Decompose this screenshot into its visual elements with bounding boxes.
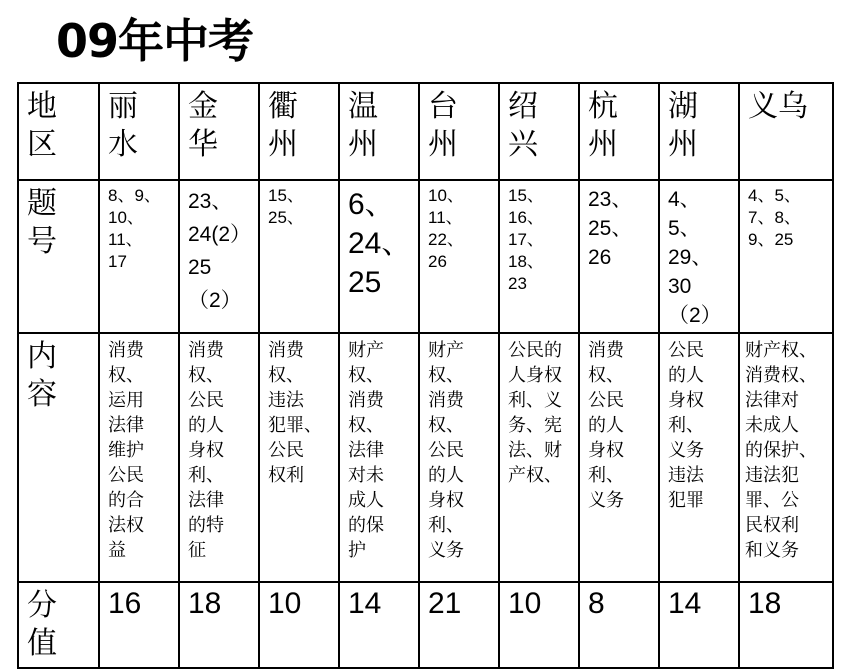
question-cell: 15、 25、 xyxy=(259,180,339,333)
question-cell: 4、5、 7、8、 9、25 xyxy=(739,180,833,333)
content-cell: 公民 的人 身权 利、 义务 违法 犯罪 xyxy=(659,333,739,582)
row-label-region: 地 区 xyxy=(18,83,99,180)
question-cell: 4、5、 29、 30 （2） xyxy=(659,180,739,333)
score-cell: 8 xyxy=(579,582,659,668)
score-cell: 14 xyxy=(339,582,419,668)
content-cell: 消费 权、 运用 法律 维护 公民 的合 法权 益 xyxy=(99,333,179,582)
score-cell: 10 xyxy=(259,582,339,668)
content-cell: 消费 权、 公民 的人 身权 利、 法律 的特 征 xyxy=(179,333,259,582)
score-cell: 18 xyxy=(739,582,833,668)
score-cell: 18 xyxy=(179,582,259,668)
region-cell: 杭 州 xyxy=(579,83,659,180)
content-cell: 消费 权、 公民 的人 身权 利、 义务 xyxy=(579,333,659,582)
region-cell: 义乌 xyxy=(739,83,833,180)
question-cell: 15、16、 17、18、 23 xyxy=(499,180,579,333)
score-row xyxy=(18,582,833,668)
page-title: 09年中考 xyxy=(56,14,254,68)
region-cell: 丽 水 xyxy=(99,83,179,180)
score-cell: 10 xyxy=(499,582,579,668)
region-cell: 绍 兴 xyxy=(499,83,579,180)
row-label-questions: 题 号 xyxy=(18,180,99,333)
region-cell: 温 州 xyxy=(339,83,419,180)
region-cell: 衢 州 xyxy=(259,83,339,180)
content-cell: 财产 权、 消费 权、 公民 的人 身权 利、 义务 xyxy=(419,333,499,582)
content-cell: 财产 权、 消费 权、 法律 对未 成人 的保 护 xyxy=(339,333,419,582)
score-cell: 14 xyxy=(659,582,739,668)
question-cell: 23、 25、 26 xyxy=(579,180,659,333)
question-cell: 6、 24、 25 xyxy=(339,180,419,333)
content-cell: 财产权、 消费权、 法律对 未成人 的保护、 违法犯 罪、公 民权利 和义务 xyxy=(739,333,833,582)
region-row xyxy=(18,83,833,180)
score-cell: 21 xyxy=(419,582,499,668)
content-row xyxy=(18,333,833,582)
question-cell: 10、 11、 22、 26 xyxy=(419,180,499,333)
region-cell: 湖 州 xyxy=(659,83,739,180)
content-cell: 消费 权、 违法 犯罪、 公民 权利 xyxy=(259,333,339,582)
question-cell: 8、9、 10、 11、 17 xyxy=(99,180,179,333)
score-cell: 16 xyxy=(99,582,179,668)
content-cell: 公民的 人身权 利、义 务、宪 法、财 产权、 xyxy=(499,333,579,582)
row-label-score: 分 值 xyxy=(18,582,99,668)
region-cell: 金 华 xyxy=(179,83,259,180)
row-label-content: 内 容 xyxy=(18,333,99,582)
question-cell: 23、 24(2） 25 （2） xyxy=(179,180,259,333)
exam-topic-table xyxy=(17,82,834,669)
questions-row xyxy=(18,180,833,333)
region-cell: 台 州 xyxy=(419,83,499,180)
